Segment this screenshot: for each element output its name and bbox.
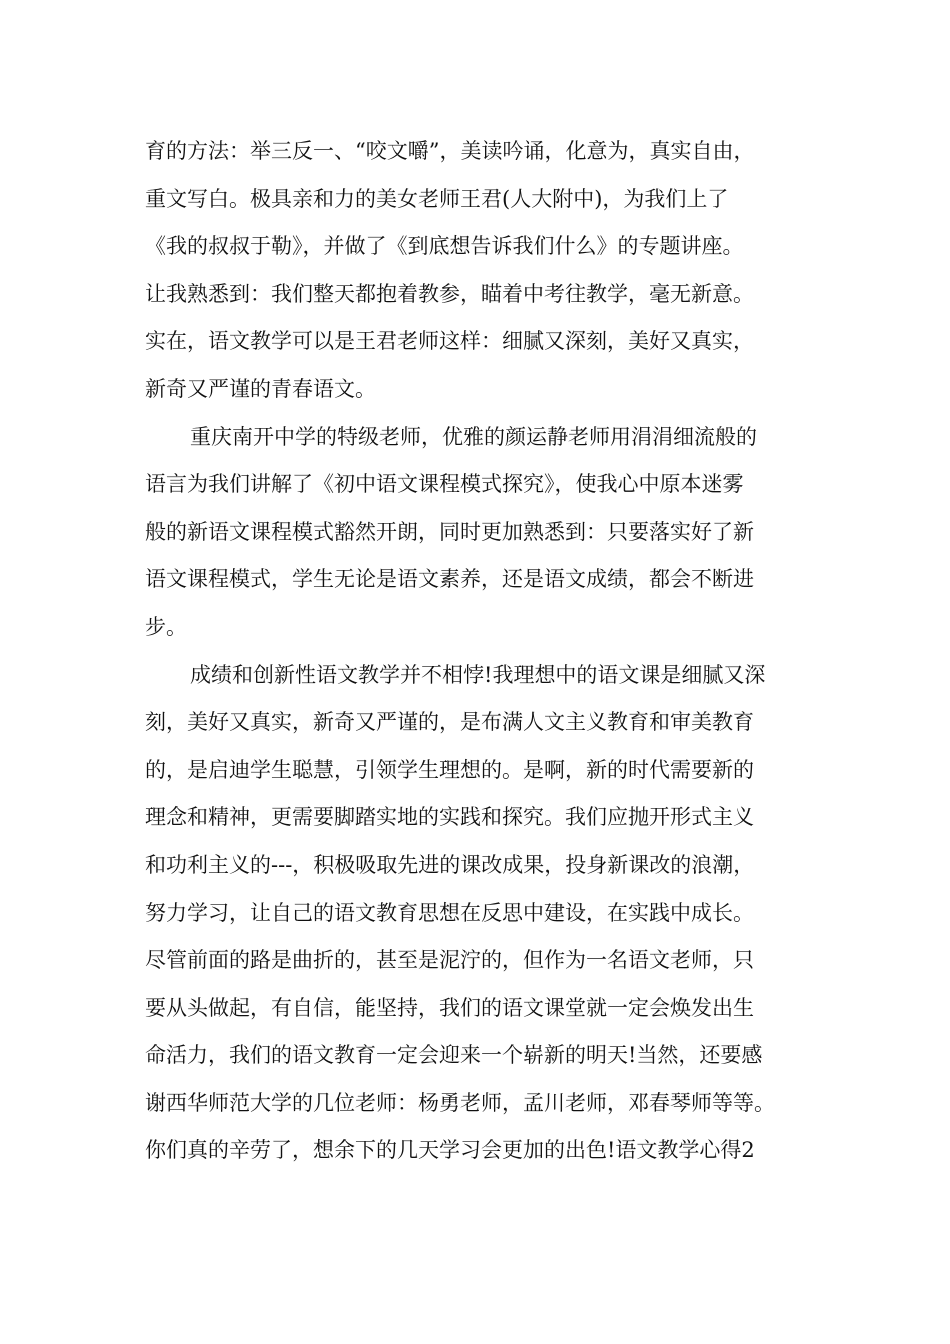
text-line: 步。: [145, 614, 187, 639]
text-line: 新奇又严谨的青春语文。: [145, 376, 376, 401]
text-line: 让我熟悉到：我们整天都抱着教参，瞄着中考往教学，毫无新意。: [145, 281, 754, 306]
paragraph-first-line: 成绩和创新性语文教学并不相悖!我理想中的语文课是细腻又深: [190, 662, 766, 687]
text-line: 你们真的辛劳了，想余下的几天学习会更加的出色!语文教学心得2: [145, 1138, 755, 1163]
text-line: 谢西华师范大学的几位老师：杨勇老师，孟川老师，邓春琴师等等。: [145, 1090, 775, 1115]
text-line: 实在，语文教学可以是王君老师这样：细腻又深刻，美好又真实，: [145, 329, 754, 354]
text-line: 重文写白。极具亲和力的美女老师王君(人大附中)，为我们上了: [145, 186, 729, 211]
text-line: 命活力，我们的语文教育一定会迎来一个崭新的明天!当然，还要感: [145, 1043, 763, 1068]
text-line: 要从头做起，有自信，能坚持，我们的语文课堂就一定会焕发出生: [145, 995, 754, 1020]
text-line: 《我的叔叔于勒》，并做了《到底想告诉我们什么》的专题讲座。: [145, 234, 744, 259]
text-line: 语言为我们讲解了《初中语文课程模式探究》，使我心中原本迷雾: [145, 472, 744, 497]
text-line: 的，是启迪学生聪慧，引领学生理想的。是啊，新的时代需要新的: [145, 757, 754, 782]
body-text: [145, 128, 835, 1175]
text-line: 语文课程模式，学生无论是语文素养，还是语文成绩，都会不断进: [145, 567, 754, 592]
paragraph-first-line: 重庆南开中学的特级老师，优雅的颜运静老师用涓涓细流般的: [190, 424, 757, 449]
text-line: 尽管前面的路是曲折的，甚至是泥泞的，但作为一名语文老师，只: [145, 948, 754, 973]
text-line: 努力学习，让自己的语文教育思想在反思中建设，在实践中成长。: [145, 900, 754, 925]
text-line: 育的方法：举三反一、“咬文嚼”，美读吟诵，化意为，真实自由，: [145, 139, 755, 163]
text-line: 刻，美好又真实，新奇又严谨的，是布满人文主义教育和审美教育: [145, 710, 754, 735]
text-line: 般的新语文课程模式豁然开朗，同时更加熟悉到：只要落实好了新: [145, 519, 754, 544]
text-line: 理念和精神，更需要脚踏实地的实践和探究。我们应抛开形式主义: [145, 805, 754, 830]
text-line: 和功利主义的---，积极吸取先进的课改成果，投身新课改的浪潮，: [145, 852, 755, 877]
